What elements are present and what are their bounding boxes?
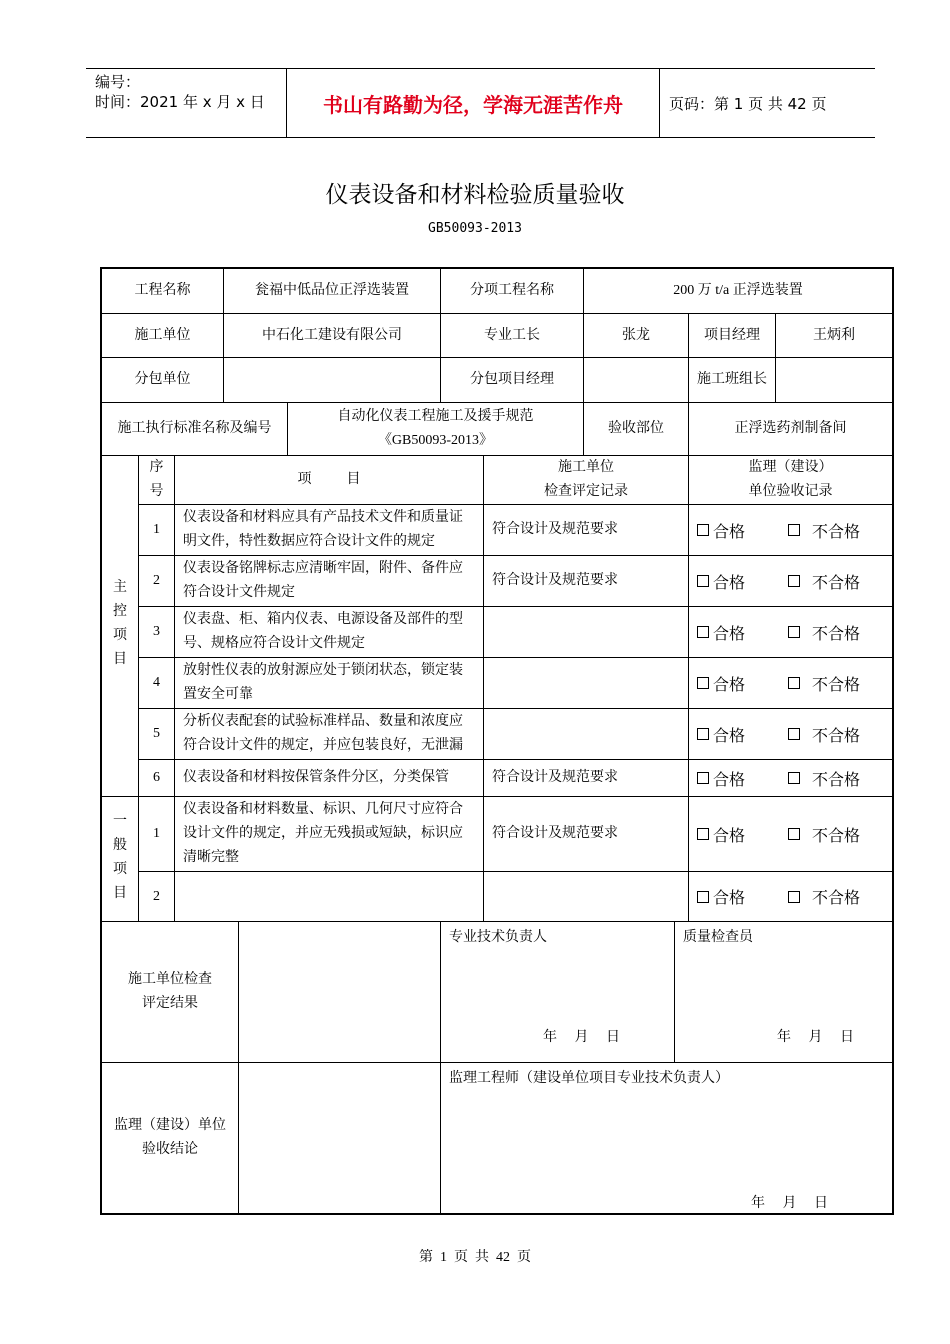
pass-checkbox[interactable]: 合格 (697, 872, 745, 921)
contractor-signature-area[interactable] (239, 922, 440, 1062)
item-text: 仪表设备和材料应具有产品技术文件和质量证 明文件，特性数据应符合设计文件的规定 (183, 510, 463, 549)
acceptance-part-label: 验收部位 (608, 421, 664, 436)
item-text: 仪表盘、柜、箱内仪表、电源设备及部件的型 号、规格应符合设计文件规定 (183, 612, 463, 651)
item-seq: 2 (153, 888, 160, 904)
checkbox-icon (788, 524, 800, 536)
checkbox-icon (697, 677, 709, 689)
item-record (484, 658, 688, 708)
item-record (484, 872, 688, 921)
fail-checkbox[interactable]: 不合格 (788, 505, 860, 555)
acceptance-part-value: 正浮选药剂制备间 (734, 421, 847, 436)
checkbox-icon (697, 772, 709, 784)
pass-checkbox[interactable]: 合格 (697, 607, 745, 657)
checkbox-icon (788, 828, 800, 840)
project-name-value: 瓮福中低品位正浮选装置 (255, 283, 409, 298)
pass-checkbox[interactable]: 合格 (697, 760, 745, 796)
fail-checkbox[interactable]: 不合格 (788, 709, 860, 759)
fail-checkbox[interactable]: 不合格 (788, 797, 860, 871)
item-record: 符合设计及规范要求 (492, 770, 618, 785)
page-title: 仪表设备和材料检验质量验收 (325, 182, 625, 208)
fail-checkbox[interactable]: 不合格 (788, 872, 860, 921)
item-text: 放射性仪表的放射源应处于锁闭状态，锁定装 置安全可靠 (183, 663, 463, 702)
pass-checkbox[interactable]: 合格 (697, 709, 745, 759)
tech-lead-date: 年 月 日 (543, 1030, 620, 1045)
pass-checkbox[interactable]: 合格 (697, 658, 745, 708)
project-name-label: 工程名称 (134, 283, 191, 298)
fail-checkbox[interactable]: 不合格 (788, 607, 860, 657)
item-seq: 1 (153, 522, 160, 537)
foreman-label: 专业工长 (484, 327, 540, 343)
foreman-value: 张龙 (622, 327, 650, 343)
item-seq: 5 (153, 726, 160, 741)
contractor-result-label: 施工单位检查 评定结果 (128, 972, 212, 1011)
qc-inspector-date: 年 月 日 (777, 1030, 854, 1045)
main-control-section-label: 主 控 项 目 (113, 580, 127, 667)
checkbox-icon (788, 772, 800, 784)
checkbox-icon (788, 891, 800, 903)
item-seq: 6 (153, 770, 160, 785)
checkbox-icon (697, 626, 709, 638)
page-footer: 第 1 页 共 42 页 (419, 1250, 531, 1265)
pass-checkbox[interactable]: 合格 (697, 797, 745, 871)
subcontractor-label: 分包单位 (134, 372, 191, 387)
item-text: 仪表设备和材料按保管条件分区，分类保管 (183, 770, 449, 785)
contractor-record-header: 施工单位 检查评定记录 (544, 460, 628, 499)
checkbox-icon (788, 677, 800, 689)
checkbox-icon (697, 891, 709, 903)
item-record (484, 709, 688, 759)
time-label: 时间：2021 年 x 月 x 日 (95, 93, 265, 111)
supervisor-record-header: 监理（建设） 单位验收记录 (748, 460, 833, 499)
supervisor-signature-area[interactable] (239, 1063, 440, 1213)
supervisor-engineer-label: 监理工程师（建设单位项目专业技术负责人） (449, 1071, 729, 1086)
fail-checkbox[interactable]: 不合格 (788, 760, 860, 796)
standard-value (288, 403, 583, 455)
fail-checkbox[interactable]: 不合格 (788, 556, 860, 606)
item-seq: 4 (153, 675, 160, 690)
header-motto: 书山有路勤为径，学海无涯苦作舟 (286, 69, 660, 137)
pass-checkbox[interactable]: 合格 (697, 556, 745, 606)
sub-project-value: 200 万 t/a 正浮选装置 (673, 283, 803, 298)
supervisor-result-label: 监理（建设）单位 验收结论 (114, 1118, 226, 1157)
project-manager-value: 王炳利 (813, 327, 855, 343)
item-record (484, 607, 688, 657)
project-manager-label: 项目经理 (704, 327, 760, 343)
contractor-label: 施工单位 (134, 327, 191, 343)
standard-label: 施工执行标准名称及编号 (117, 421, 272, 436)
item-header: 项 目 (297, 472, 361, 487)
pass-checkbox[interactable]: 合格 (697, 505, 745, 555)
team-leader-label: 施工班组长 (697, 372, 767, 387)
item-text: 仪表设备铭牌标志应清晰牢固，附件、备件应 符合设计文件规定 (183, 561, 463, 600)
checkbox-icon (788, 728, 800, 740)
seq-header: 序 号 (149, 460, 164, 499)
fail-checkbox[interactable]: 不合格 (788, 658, 860, 708)
contractor-value: 中石化工建设有限公司 (262, 327, 402, 343)
item-seq: 3 (153, 624, 160, 639)
checkbox-icon (697, 524, 709, 536)
standard-line1: 自动化仪表工程施工及援手规范 (337, 409, 534, 424)
item-seq: 2 (153, 573, 160, 588)
item-record: 符合设计及规范要求 (492, 573, 618, 588)
sub-project-label: 分项工程名称 (470, 283, 554, 298)
item-text: 分析仪表配套的试验标准样品、数量和浓度应 符合设计文件的规定，并应包装良好，无泄漏 (183, 714, 463, 753)
item-text (175, 872, 483, 921)
checkbox-icon (697, 728, 709, 740)
number-label: 编号： (95, 73, 141, 91)
checkbox-icon (788, 575, 800, 587)
item-seq: 1 (153, 826, 160, 841)
header-page-number: 页码：第 1 页 共 42 页 (669, 94, 827, 113)
item-record: 符合设计及规范要求 (492, 826, 618, 841)
general-section-label: 一 般 项 目 (113, 814, 127, 901)
qc-inspector-label: 质量检查员 (683, 930, 753, 945)
checkbox-icon (788, 626, 800, 638)
supervisor-date: 年 月 日 (751, 1196, 828, 1211)
item-text: 仪表设备和材料数量、标识、几何尺寸应符合 设计文件的规定，并应无残损或短缺，标识应 清晰完整 (183, 802, 463, 865)
standard-code: GB50093-2013 (428, 221, 522, 236)
item-record: 符合设计及规范要求 (492, 522, 618, 537)
checkbox-icon (697, 828, 709, 840)
sub-project-manager-label: 分包项目经理 (470, 372, 554, 387)
checkbox-icon (697, 575, 709, 587)
tech-lead-label: 专业技术负责人 (449, 930, 547, 945)
standard-line2: 《GB50093-2013》 (377, 433, 494, 448)
